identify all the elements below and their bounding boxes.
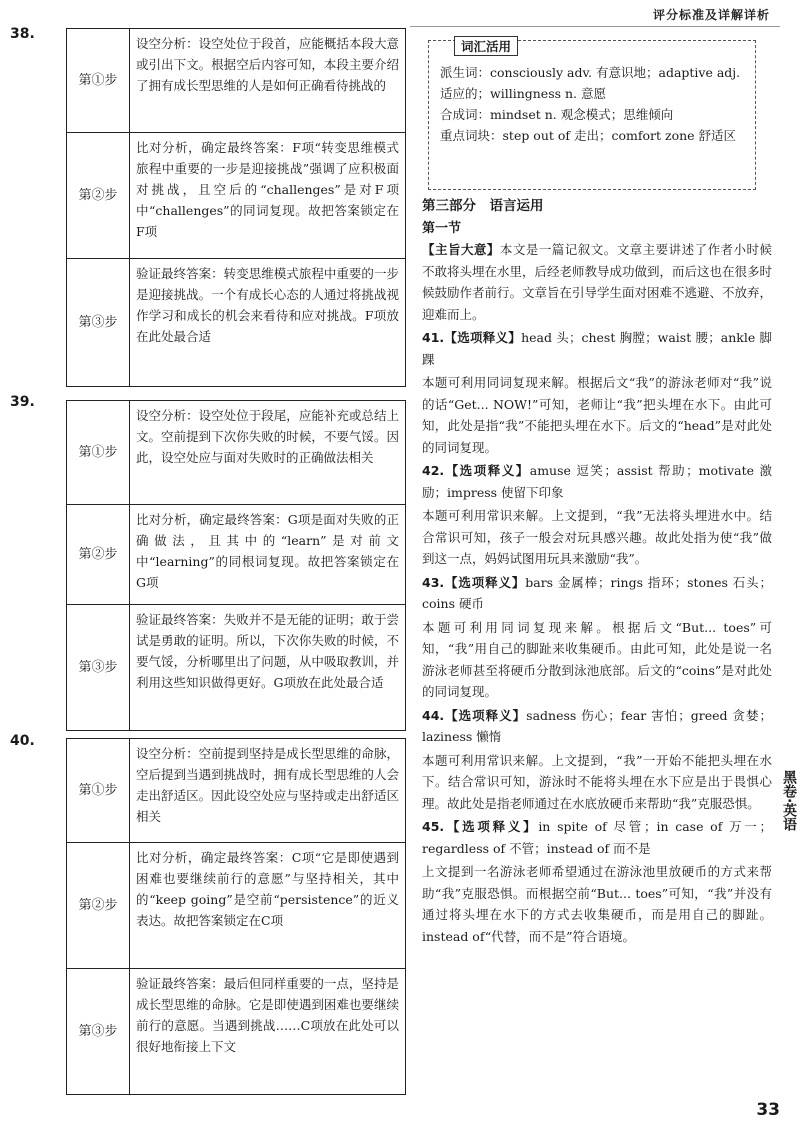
question-40-table [66, 738, 406, 1095]
item-41-explain: 本题可利用同词复现来解。根据后文“我”的游泳老师对“我”说的话“Get... NOW!”可知，老师让“我”把头埋在水下。由此可知，此处是指“我”不能把头埋在水下。后文的“head”是对此处的同词复现。 [422, 375, 772, 455]
vocab-content [440, 62, 746, 146]
step-text: 设空分析：设空处位于段尾，应能补充或总结上文。空前提到下次你失败的时候，不要气馁。因此，设空处应与面对失败时的正确做法相关 [130, 401, 406, 505]
item-number: 42. [422, 463, 445, 478]
item-45-explain: 上文提到一名游泳老师希望通过在游泳池里放硬币的方式来帮助“我”克服恐惧。而根据空前“But... toes”可知，“我”并没有通过将头埋在水下的方式去收集硬币，而是用自己的脚趾。instead of“代替，而不是”符合语境。 [422, 864, 772, 944]
question-38-table [66, 28, 406, 387]
step-text: 比对分析，确定最终答案：C项“它是即使遇到困难也要继续前行的意愿”与坚持相关，其中的“keep going”是空前“persistence”的近义表达。故把答案锁定在C项 [130, 843, 406, 969]
item-label: 【选项释义】 [444, 574, 526, 590]
item-number: 41. [422, 330, 445, 345]
step-text: 验证最终答案：转变思维模式旅程中重要的一步是迎接挑战。一个有成长心态的人通过将挑战视作学习和成长的机会来看待和应对挑战。F项放在此处最合适 [130, 259, 406, 387]
step-text: 验证最终答案：失败并不是无能的证明；敢于尝试是勇敢的证明。所以，下次你失败的时候，不要气馁，分析哪里出了问题，从中吸取教训，并利用这些知识做得更好。G项放在此处最合适 [130, 605, 406, 731]
item-options: head 头；chest 胸膛；waist 腰；ankle 脚踝 [422, 330, 772, 367]
step-text: 比对分析，确定最终答案：F项“转变思维模式旅程中重要的一步是迎接挑战”强调了应积极面对挑战，且空后的“challenges”是对F项中“challenges”的同词复现。故把答案锁定在F项 [130, 133, 406, 259]
step-label: 第①步 [67, 29, 130, 133]
item-label: 【选项释义】 [444, 819, 539, 834]
step-label: 第①步 [67, 739, 130, 843]
item-number: 43. [422, 574, 445, 590]
step-label: 第①步 [67, 401, 130, 505]
item-42-options [422, 460, 772, 503]
item-number: 45. [422, 819, 445, 834]
vocab-tag: 词汇活用 [454, 36, 518, 56]
main-idea [422, 239, 772, 325]
side-label: 黑卷·英语 [781, 770, 797, 832]
item-42-explain: 本题可利用常识来解。上文提到，“我”无法将头埋进水中。结合常识可知，孩子一般会对玩具感兴趣。故此处指为使“我”做到这一点，妈妈试图用玩具来激励“我”。 [422, 508, 772, 566]
item-43-options [422, 572, 772, 615]
item-label: 【选项释义】 [444, 707, 527, 723]
step-label: 第②步 [67, 843, 130, 969]
step-text: 设空分析：空前提到坚持是成长型思维的命脉，空后提到当遇到挑战时，拥有成长型思维的人会走出舒适区。因此设空处应与坚持或走出舒适区相关 [130, 739, 406, 843]
vocab-phrases: 重点词块：step out of 走出；comfort zone 舒适区 [440, 128, 737, 143]
item-options: bars 金属棒；rings 指环；stones 石头；coins 硬币 [422, 574, 772, 611]
item-41-options [422, 327, 772, 370]
step-label: 第③步 [67, 605, 130, 731]
step-text: 验证最终答案：最后但同样重要的一点，坚持是成长型思维的命脉。它是即使遇到困难也要继续前行的意愿。当遇到挑战……C项放在此处可以很好地衔接上下文 [130, 969, 406, 1095]
main-idea-text: 本文是一篇记叙文。文章主要讲述了作者小时候不敢将头埋在水里，后经老师教导成功做到，而后这也在很多时候鼓励作者前行。文章旨在引导学生面对困难不逃避、不放弃，迎难而上。 [422, 242, 773, 322]
item-44-explain: 本题可利用常识来解。上文提到，“我”一开始不能把头埋在水下。结合常识可知，游泳时不能将头埋在水下应是出于畏惧心理。故此处是指老师通过在水底放硬币来帮助“我”克服恐惧。 [422, 752, 772, 811]
page-header [630, 0, 800, 26]
question-39-table [66, 400, 406, 731]
vocab-compounds: 合成词：mindset n. 观念模式；思维倾向 [440, 107, 674, 122]
page-number: 33 [756, 1100, 780, 1120]
header-rule [410, 26, 780, 27]
main-idea-label: 【主旨大意】 [422, 242, 500, 257]
item-options: in spite of 尽管；in case of 万一；regardless of 不管；instead of 而不是 [422, 819, 772, 856]
step-label: 第②步 [67, 133, 130, 259]
item-label: 【选项释义】 [444, 463, 530, 478]
item-options: sadness 伤心；fear 害怕；greed 贪婪；laziness 懒惰 [422, 707, 772, 744]
item-options: amuse 逗笑；assist 帮助；motivate 激励；impress 使留下印象 [422, 463, 772, 500]
item-43-explain: 本题可利用同词复现来解。根据后文“But... toes”可知，“我”用自己的脚趾来收集硬币。由此可知，此处是说一名游泳老师甚至将硬币分散到泳池底部。后文的“coins”是对此处的同词复现。 [422, 619, 772, 699]
question-number-38: 38. [10, 26, 35, 42]
step-text: 设空分析：设空处位于段首，应能概括本段大意或引出下文。根据空后内容可知，本段主要介绍了拥有成长型思维的人是如何正确看待挑战的 [130, 29, 406, 133]
item-44-options [422, 705, 772, 748]
header-title: 评分标准及详解详析 [652, 8, 770, 22]
step-label: 第③步 [67, 969, 130, 1095]
question-number-39: 39. [10, 394, 35, 410]
vocab-derivatives: 派生词：consciously adv. 有意识地；adaptive adj. 适应的；willingness n. 意愿 [440, 65, 741, 101]
section-heading: 第一节 [422, 220, 462, 236]
item-number: 44. [422, 707, 445, 723]
question-number-40: 40. [10, 733, 35, 749]
step-label: 第③步 [67, 259, 130, 387]
part3-heading: 第三部分 语言运用 [422, 198, 544, 214]
part3-content [422, 196, 772, 949]
step-text: 比对分析，确定最终答案：G项是面对失败的正确做法，且其中的“learn”是对前文中“learning”的同根词复现。故把答案锁定在G项 [130, 505, 406, 605]
item-45-options [422, 816, 772, 859]
item-label: 【选项释义】 [444, 330, 522, 345]
step-label: 第②步 [67, 505, 130, 605]
